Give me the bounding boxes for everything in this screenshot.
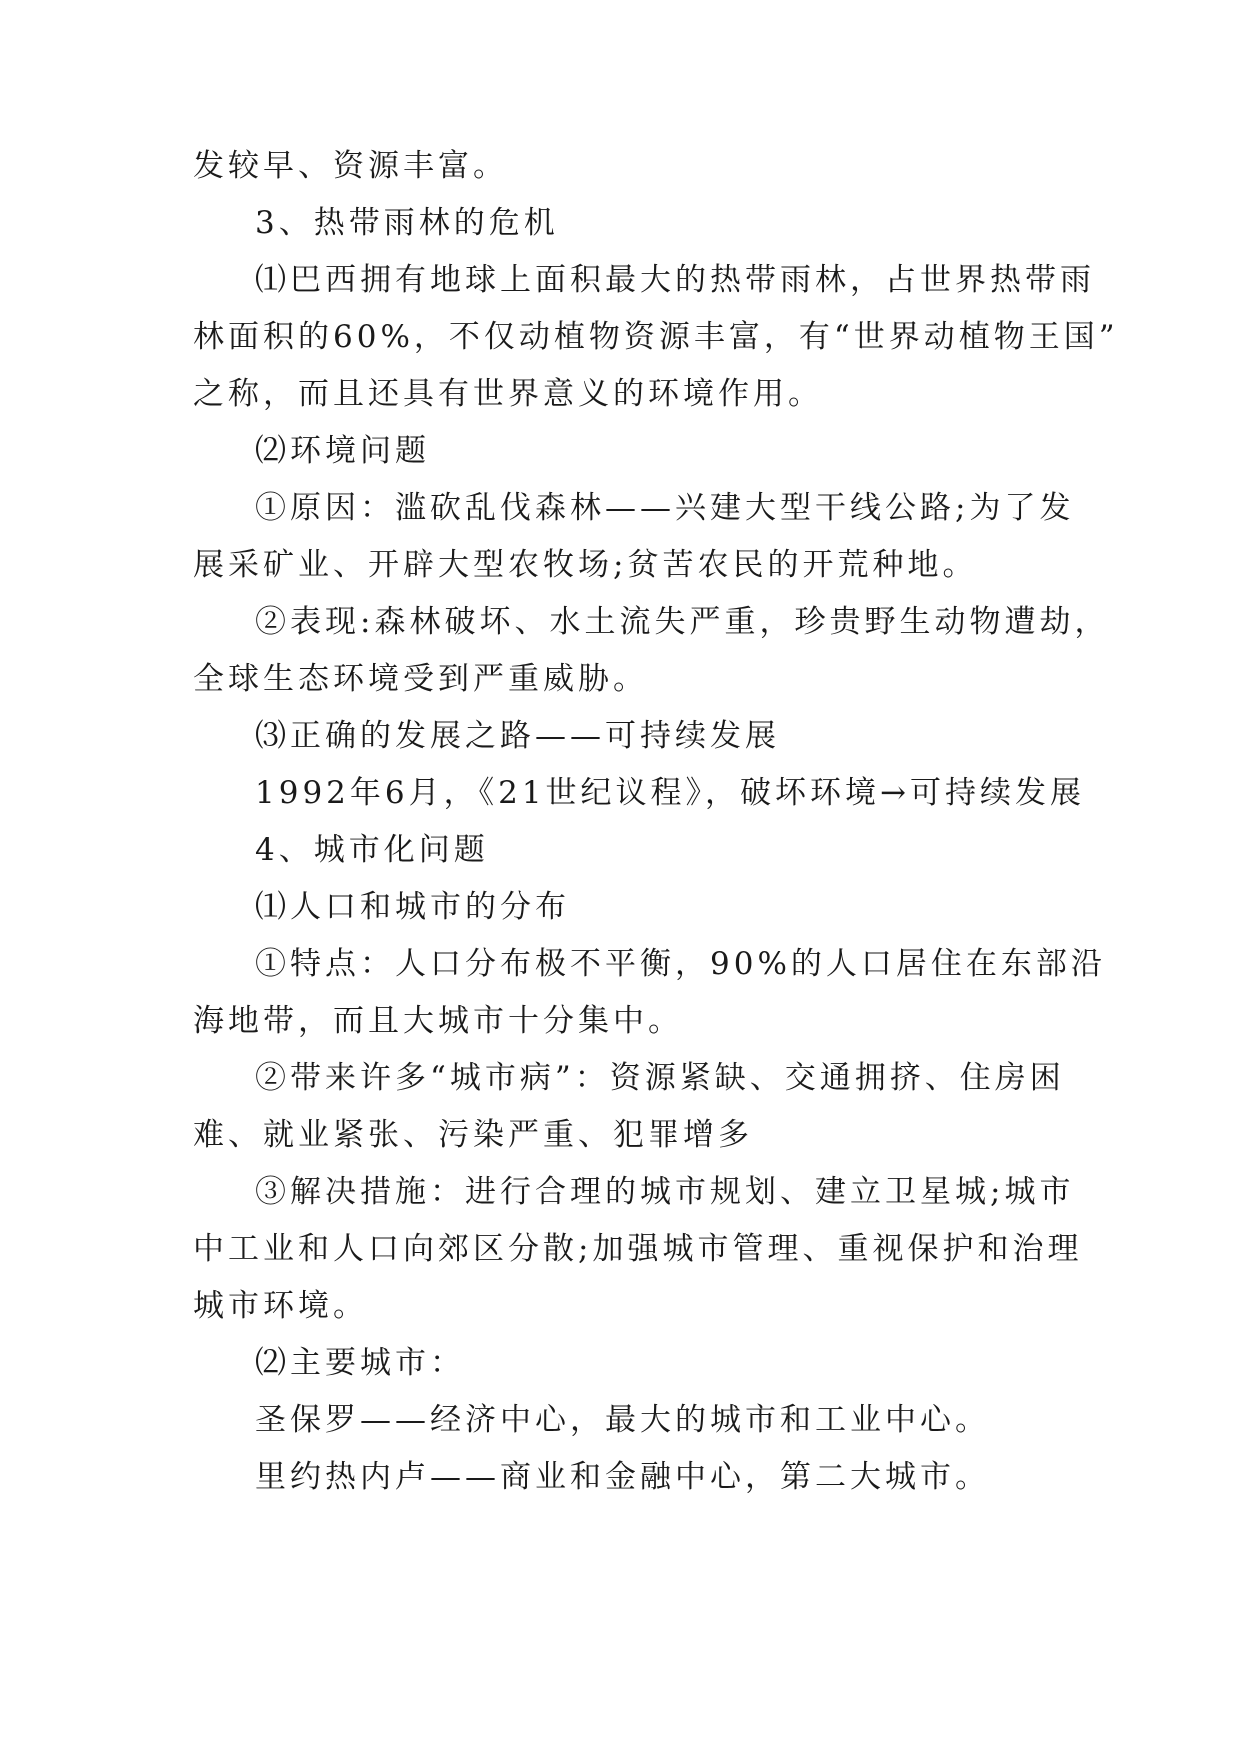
text-line: 圣保罗——经济中心，最大的城市和工业中心。 (255, 1402, 990, 1438)
subsection-heading: ⑵环境问题 (255, 433, 430, 469)
text-line: ③解决措施：进行合理的城市规划、建立卫星城;城市 (255, 1174, 1075, 1210)
text-line: ①特点：人口分布极不平衡，90%的人口居住在东部沿 (255, 946, 1106, 982)
text-line: 难、就业紧张、污染严重、犯罪增多 (193, 1117, 753, 1153)
text-line: ⑴巴西拥有地球上面积最大的热带雨林，占世界热带雨 (255, 262, 1095, 298)
text-line: ①原因：滥砍乱伐森林——兴建大型干线公路;为了发 (255, 490, 1075, 526)
text-line: 海地带，而且大城市十分集中。 (193, 1003, 683, 1039)
section-heading: 4、城市化问题 (255, 832, 489, 868)
text-line: 之称，而且还具有世界意义的环境作用。 (193, 376, 823, 412)
subsection-heading: ⑵主要城市： (255, 1345, 465, 1381)
text-line: 城市环境。 (193, 1288, 368, 1324)
text-line: 展采矿业、开辟大型农牧场;贫苦农民的开荒种地。 (193, 547, 978, 583)
text-line: 林面积的60%，不仅动植物资源丰富，有“世界动植物王国” (193, 319, 1119, 355)
text-line: ②表现:森林破坏、水土流失严重，珍贵野生动物遭劫， (255, 604, 1110, 640)
text-line: 全球生态环境受到严重威胁。 (193, 661, 648, 697)
subsection-heading: ⑴人口和城市的分布 (255, 889, 570, 925)
section-heading: 3、热带雨林的危机 (255, 205, 559, 241)
text-line: ②带来许多“城市病”：资源紧缺、交通拥挤、住房困 (255, 1060, 1065, 1096)
text-line: 发较早、资源丰富。 (193, 148, 508, 184)
subsection-heading: ⑶正确的发展之路——可持续发展 (255, 718, 780, 754)
text-line: 里约热内卢——商业和金融中心，第二大城市。 (255, 1459, 990, 1495)
text-line: 中工业和人口向郊区分散;加强城市管理、重视保护和治理 (193, 1231, 1083, 1267)
text-line: 1992年6月，《21世纪议程》，破坏环境→可持续发展 (255, 775, 1086, 811)
